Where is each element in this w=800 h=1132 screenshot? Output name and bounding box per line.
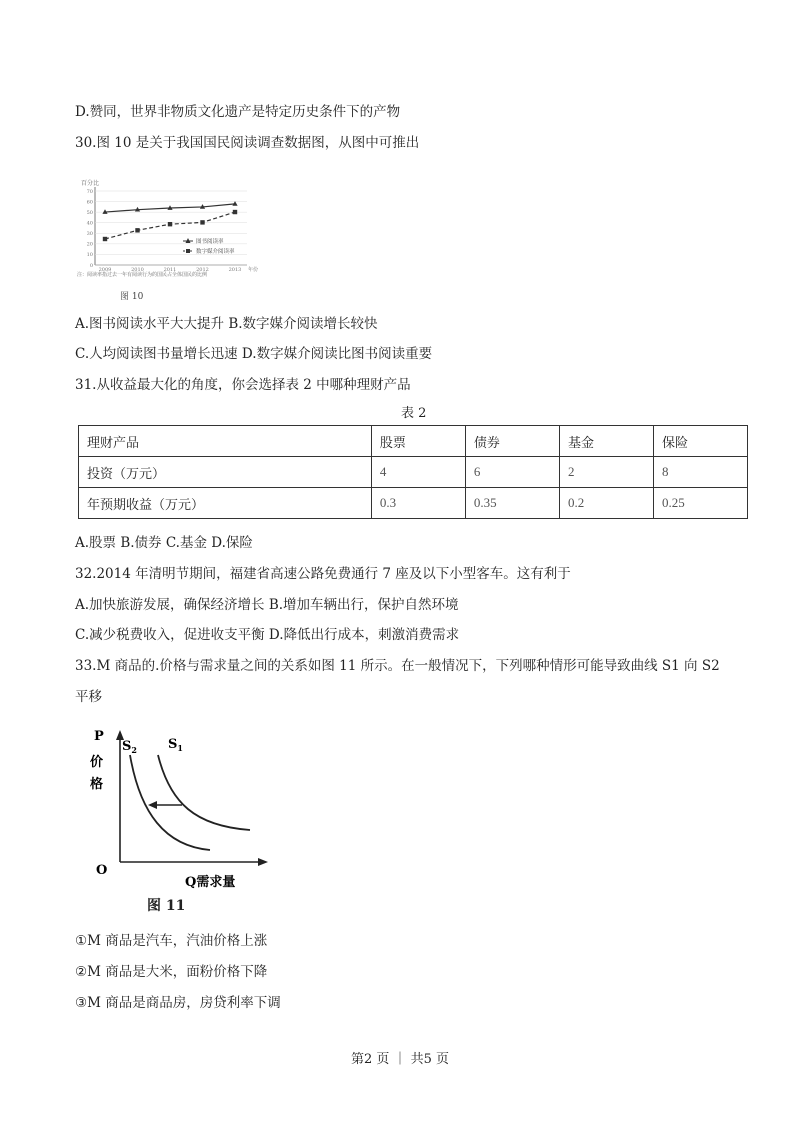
data-point-digital [103, 237, 107, 241]
q33-stem-line1: 33.M 商品的.价格与需求量之间的关系如图 11 所示。在一般情况下，下列哪种情形可能导致曲线 S1 向 S2 [75, 658, 720, 674]
y-tick-label: 30 [86, 231, 93, 238]
legend-marker-square [186, 249, 190, 253]
y-axis-label: 百分比 [81, 180, 100, 187]
figure-10-caption: 图 10 [120, 292, 144, 302]
p-axis-label: P [94, 729, 104, 744]
q32-options-cd: C.减少税费收入，促进收支平衡 D.降低出行成本，刺激消费需求 [75, 627, 460, 643]
x-axis-arrow [258, 858, 268, 866]
chart-legend [183, 237, 235, 255]
y-tick-label: 0 [89, 262, 93, 269]
q32-options-ab: A.加快旅游发展，确保经济增长 B.增加车辆出行，保护自然环境 [75, 597, 459, 613]
y-tick-label: 50 [86, 209, 93, 216]
y-tick-label: 60 [86, 199, 93, 206]
x-axis-unit: 年份 [248, 267, 259, 273]
y-tick-label: 20 [86, 241, 93, 248]
table-cell: 0.35 [465, 488, 559, 519]
table-cell: 8 [653, 457, 747, 488]
q29-option-d: D.赞同，世界非物质文化遗产是特定历史条件下的产物 [75, 104, 401, 120]
y-tick-label: 10 [86, 252, 93, 259]
q32-stem: 32.2014 年清明节期间，福建省高速公路免费通行 7 座及以下小型客车。这有利于 [75, 566, 571, 582]
q33-item-3: ③M 商品是商品房，房贷利率下调 [75, 995, 281, 1011]
table-cell: 0.2 [559, 488, 653, 519]
table-row [79, 488, 748, 519]
table-cell: 投资（万元） [79, 457, 372, 488]
x-tick-label: 2012 [196, 267, 209, 273]
table-2-title: 表 2 [401, 406, 427, 421]
table-2 [78, 425, 748, 519]
table-cell: 4 [371, 457, 465, 488]
q-axis-label: Q需求量 [185, 875, 236, 890]
s2-label: $S_2$ [122, 739, 137, 755]
data-point-digital [135, 228, 139, 232]
table-cell: 2 [559, 457, 653, 488]
x-tick-label: 2011 [163, 267, 177, 273]
q33-item-1: ①M 商品是汽车，汽油价格上涨 [75, 933, 268, 949]
q30-options-cd: C.人均阅读图书量增长迅速 D.数字媒介阅读比图书阅读重要 [75, 346, 433, 362]
origin-label: O [96, 863, 108, 878]
data-point-digital [233, 210, 237, 214]
table-header-cell: 基金 [559, 426, 653, 457]
figure-note: 注：阅读率指过去一年有阅读行为的国民占全体国民的比例 [77, 272, 208, 278]
curve-s2 [130, 755, 210, 850]
table-cell: 0.3 [371, 488, 465, 519]
y-tick-label: 40 [86, 220, 93, 227]
curve-s1 [158, 755, 250, 830]
q31-stem: 31.从收益最大化的角度，你会选择表 2 中哪种理财产品 [75, 377, 411, 393]
table-row [79, 457, 748, 488]
price-label-1: 价 [90, 755, 104, 770]
shift-arrow-head [148, 801, 157, 809]
q30-stem: 30.图 10 是关于我国国民阅读调查数据图，从图中可推出 [75, 135, 420, 151]
figure-11-caption: 图 11 [147, 898, 186, 914]
table-cell: 0.25 [653, 488, 747, 519]
q33-stem-line2: 平移 [75, 689, 102, 705]
figure-11-diagram [90, 728, 290, 893]
q33-item-2: ②M 商品是大米，面粉价格下降 [75, 964, 268, 980]
chart-series [102, 201, 237, 241]
table-cell: 6 [465, 457, 559, 488]
q30-options-ab: A.图书阅读水平大大提升 B.数字媒介阅读增长较快 [75, 316, 378, 332]
legend-label-book: 图书阅读率 [196, 239, 224, 245]
x-tick-label: 2013 [228, 267, 242, 273]
x-tick-label: 2010 [131, 267, 144, 273]
table-header-cell: 理财产品 [79, 426, 372, 457]
table-header-cell: 股票 [371, 426, 465, 457]
data-point-digital [200, 220, 204, 224]
y-tick-label: 70 [86, 188, 93, 195]
s1-label: $S_1$ [168, 737, 183, 753]
table-header-cell: 保险 [653, 426, 747, 457]
data-point-digital [168, 222, 172, 226]
figure-10-chart [75, 175, 290, 300]
table-header-cell: 债券 [465, 426, 559, 457]
page-footer: 第2 页 ｜ 共5 页 [350, 1052, 450, 1067]
q31-options: A.股票 B.债券 C.基金 D.保险 [75, 535, 253, 551]
table-row [79, 426, 748, 457]
x-tick-label: 2009 [98, 267, 112, 273]
price-label-2: 格 [90, 777, 104, 792]
table-cell: 年预期收益（万元） [79, 488, 372, 519]
legend-label-digital: 数字媒介阅读率 [196, 249, 235, 255]
